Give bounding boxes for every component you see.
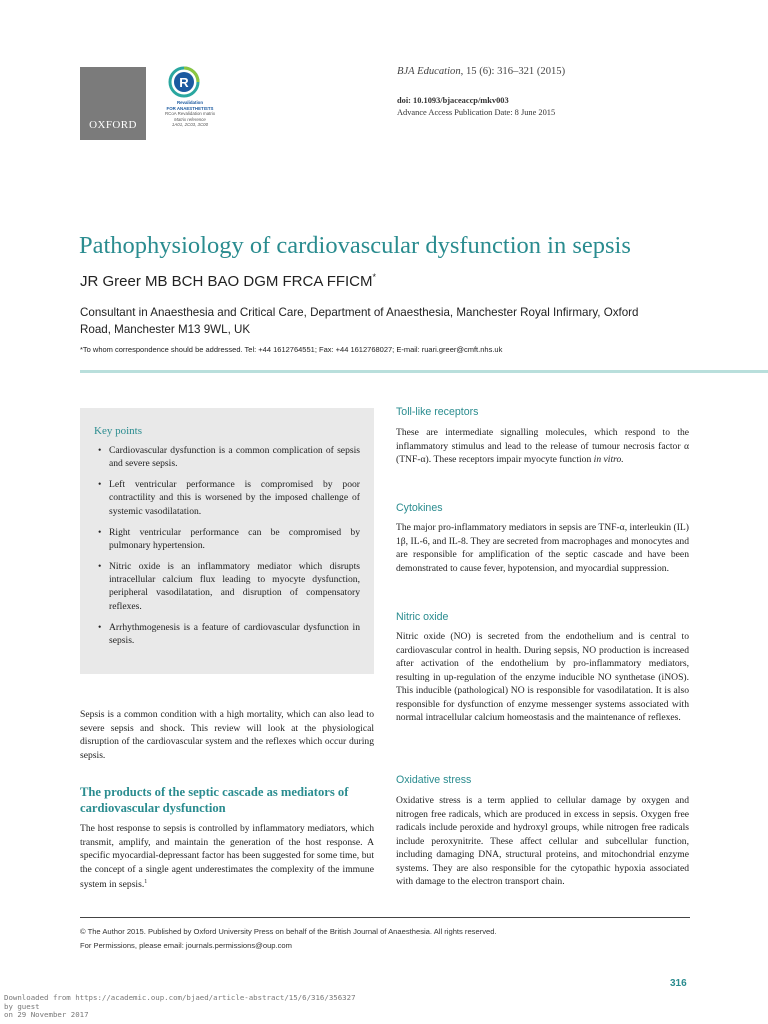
download-stamp: Downloaded from https://academic.oup.com/bjaed/article-abstract/15/6/316/356327 by guest on 29 November 2017	[4, 993, 356, 1020]
septic-cascade-text: The host response to sepsis is controlled by inflammatory mediators, which transmit, amplify, and maintain the generation of the host response. A specific myocardial-depressant factor has been suggested for some time, but the concept of a single agent underestimates the complexity of the immune system in sepsis.	[80, 823, 374, 891]
author-line	[80, 272, 376, 290]
section-heading-septic-cascade: The products of the septic cascade as mediators of cardiovascular dysfunction	[80, 785, 349, 815]
toll-like-receptors-paragraph	[396, 426, 689, 467]
author-name: JR Greer MB BCH BAO DGM FRCA FFICM	[80, 273, 373, 290]
doi[interactable]: doi: 10.1093/bjaceaccp/mkv003	[397, 96, 509, 105]
header-divider	[80, 370, 768, 373]
key-points-title: Key points	[94, 425, 142, 437]
footer-divider	[80, 917, 690, 918]
revalidation-line-4: Matrix reference	[174, 116, 206, 122]
revalidation-line-2: FOR ANAESTHETISTS	[166, 105, 214, 111]
key-point-item: • Nitric oxide is an inflammatory mediator which disrupts intracellular calcium flux leading to myocyte dysfunction, peripheral vasodilatation, and disruption of compensatory reflexes.	[96, 560, 360, 613]
revalidation-logo-text	[160, 100, 220, 128]
nitric-oxide-paragraph: Nitric oxide (NO) is secreted from the endothelium and is central to cardiovascular control in health. During sepsis, NO production is increased after activation of the endothelium by pro-inflammatory mediators, resulting in up-regulation of the enzyme inducible NO synthetase (iNOS). This inducible (pathological) NO is responsible for vasodilatation. It is also responsible for dysfunction of enzyme messenger systems associated with normal intracellular calcium homeostasis and the maintenance of reflexes.	[396, 631, 689, 723]
journal-name: BJA Education	[397, 66, 461, 77]
revalidation-logo-icon	[168, 66, 200, 98]
oxidative-stress-paragraph: Oxidative stress is a term applied to cellular damage by oxygen and nitrogen free radicals, which are produced in excess in sepsis. Oxygen free radicals include peroxide and hydroxyl groups, while nitrogen free radicals include peroxynitrite. These affect cellular and subcellular function, including damaging DNA, structural proteins, and mitochondrial enzyme systems. They are also responsible for the cytopathic hypoxia associated with damage to the electron transport chain.	[396, 795, 689, 887]
septic-cascade-paragraph	[80, 822, 374, 892]
intro-paragraph: Sepsis is a common condition with a high mortality, which can also lead to severe sepsis and shock. This review will look at the physiological disruption of the cardiovascular system and the reflexes which occur during sepsis.	[80, 709, 374, 761]
correspondence-note: *To whom correspondence should be addressed. Tel: +44 1612764551; Fax: +44 1612768027; E-mail: ruari.greer@cmft.nhs.uk	[80, 345, 503, 354]
key-point-item: • Cardiovascular dysfunction is a common complication of sepsis and severe sepsis.	[96, 444, 360, 471]
permissions-notice: For Permissions, please email: journals.permissions@oup.com	[80, 941, 292, 950]
heading-nitric-oxide: Nitric oxide	[396, 611, 449, 623]
heading-cytokines: Cytokines	[396, 502, 443, 514]
key-point-item: • Left ventricular performance is compromised by poor contractility and this is worsened by the imposed challenge of systemic vasodilatation.	[96, 478, 360, 518]
heading-oxidative-stress: Oxidative stress	[396, 774, 472, 786]
journal-volume: , 15 (6): 316–321 (2015)	[460, 66, 566, 77]
tlr-text-italic: in vitro.	[593, 454, 624, 465]
key-points-list	[96, 444, 360, 655]
key-point-item: • Right ventricular performance can be compromised by pulmonary hypertension.	[96, 526, 360, 553]
affiliation: Consultant in Anaesthesia and Critical Care, Department of Anaesthesia, Manchester Royal Infirmary, Oxford Road, Manchester M13 9WL, UK	[80, 306, 639, 336]
reference-link[interactable]: 1	[144, 879, 148, 885]
page-number: 316	[670, 978, 687, 989]
revalidation-logo-letter: R	[179, 75, 189, 90]
tlr-text: These are intermediate signalling molecules, which respond to the inflammatory stimulus and lead to the release of tumour necrosis factor α (TNF-α). These receptors impair myocyte function	[396, 427, 689, 465]
key-point-item: • Arrhythmogenesis is a feature of cardiovascular dysfunction in sepsis.	[96, 621, 360, 648]
revalidation-line-1: Revalidation	[176, 100, 204, 105]
cytokines-paragraph: The major pro-inflammatory mediators in sepsis are TNF-α, interleukin (IL) 1β, IL-6, and IL-8. They are secreted from macrophages and monocytes and are responsible for amplification of the septic cascade and have been demonstrated to cause fever, hypotension, and myocardial suppression.	[396, 522, 689, 574]
oxford-logo-text: OXFORD	[89, 119, 137, 131]
article-title: Pathophysiology of cardiovascular dysfunction in sepsis	[79, 232, 631, 259]
author-mark: *	[372, 272, 377, 282]
revalidation-line-5: 1A01, 2C03, 3C00	[171, 122, 209, 128]
heading-toll-like-receptors: Toll-like receptors	[396, 406, 479, 418]
revalidation-line-3: RCoA Revalidation matrix	[164, 111, 216, 117]
publication-date: Advance Access Publication Date: 8 June 2015	[397, 108, 556, 117]
copyright-notice: © The Author 2015. Published by Oxford University Press on behalf of the British Journal of Anaesthesia. All rights reserved.	[80, 927, 497, 936]
journal-citation	[397, 66, 565, 77]
